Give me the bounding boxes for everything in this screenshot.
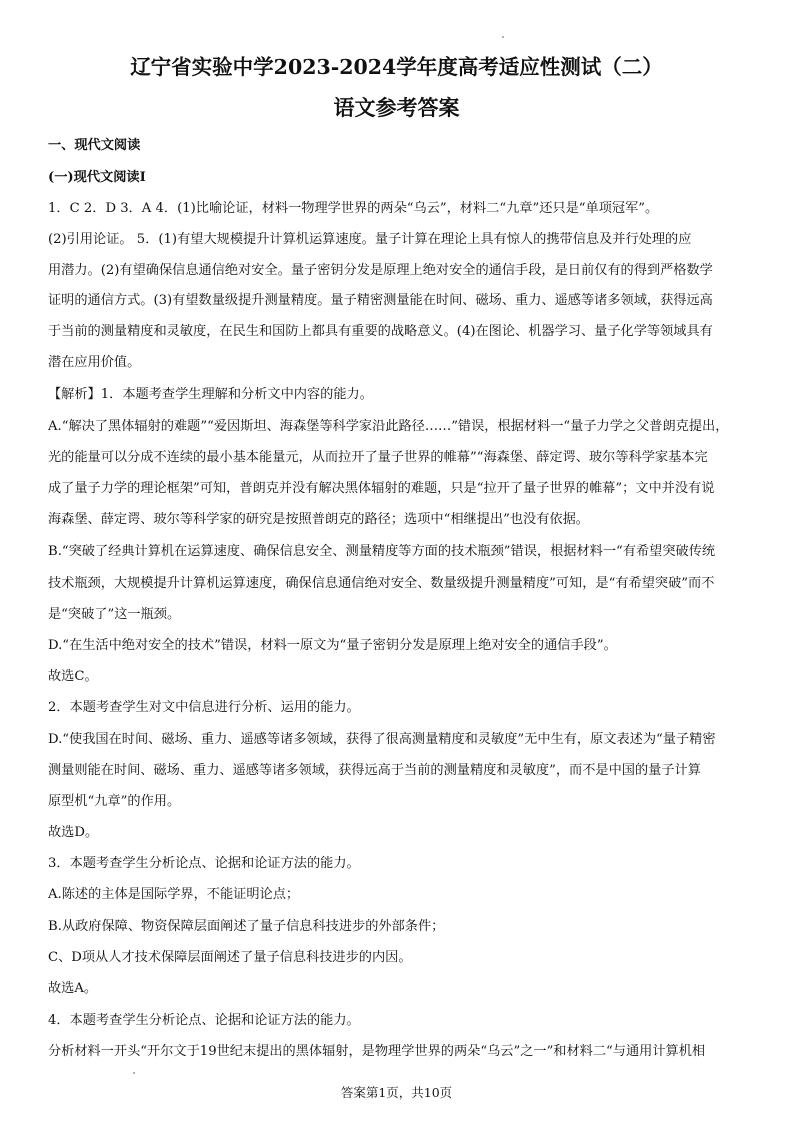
text-line: 测量则能在时间、磁场、重力、遥感等诸多领域，获得远高于当前的测量精度和灵敏度”，而不是中国的量子计算 (48, 763, 701, 778)
text-line: 分析材料一开头“开尔文于19世纪末提出的黑体辐射，是物理学世界的两朵“乌云”之一”和材料二“与通用计算机相 (48, 1044, 706, 1059)
scan-speck (502, 36, 504, 38)
text-line: 3．本题考查学生分析论点、论据和论证方法的能力。 (48, 856, 360, 871)
text-line: 原型机“九章”的作用。 (48, 794, 181, 809)
scan-speck (133, 1072, 135, 1074)
text-line: B.从政府保障、物资保障层面阐述了量子信息科技进步的外部条件； (48, 919, 445, 934)
page-title: 辽宁省实验中学2023-2024学年度高考适应性测试（二） (130, 55, 663, 79)
text-line: 成了量子力学的理论框架”可知，普朗克并没有解决黑体辐射的难题，只是“拉开了量子世界的帷幕”；文中并没有说 (48, 481, 715, 496)
text-line: A.“解决了黑体辐射的难题”“爱因斯坦、海森堡等科学家沿此路径……”错误，根据材料一“量子力学之父普朗克提出， (48, 419, 729, 434)
page-footer: 答案第1页，共10页 (340, 1085, 453, 1100)
analysis-line: 【解析】1．本题考查学生理解和分析文中内容的能力。 (48, 387, 373, 402)
page-subtitle: 语文参考答案 (333, 95, 460, 120)
text-line: 4．本题考查学生分析论点、论据和论证方法的能力。 (48, 1013, 360, 1028)
section-heading: 一、现代文阅读 (48, 138, 141, 153)
text-line: (2)引用论证。 5．(1)有望大规模提升计算机运算速度。量子计算在理论上具有惊人的携带信息及并行处理的应 (48, 232, 692, 247)
text-line: 用潜力。(2)有望确保信息通信绝对安全。量子密钥分发是原理上绝对安全的通信手段，是日前仅有的得到严格数学 (48, 263, 713, 278)
text-line: 海森堡、薛定谔、玻尔等科学家的研究是按照普朗克的路径；选项中“相继提出”也没有依据。 (48, 512, 589, 527)
text-line: B.“突破了经典计算机在运算速度、确保信息安全、测量精度等方面的技术瓶颈”错误，根据材料一“有希望突破传统 (48, 544, 716, 559)
text-line: 2．本题考查学生对文中信息进行分析、运用的能力。 (48, 700, 360, 715)
text-line: 光的能量可以分成不连续的最小基本能量元，从而拉开了量子世界的帷幕”“海森堡、薛定谔、玻尔等科学家基本完 (48, 450, 708, 465)
text-line: 1．C 2．D 3．A 4．(1)比喻论证，材料一物理学世界的两朵“乌云”，材料二“九章”还只是“单项冠军”。 (48, 201, 659, 216)
text-line: 于当前的测量精度和灵敏度，在民生和国防上都具有重要的战略意义。(4)在图论、机器学习、量子化学等领域具有 (48, 324, 713, 339)
text-line: 是“突破了”这一瓶颈。 (48, 607, 181, 622)
text-line: 故选A。 (48, 981, 98, 996)
text-line: 潜在应用价值。 (48, 355, 141, 370)
text-line: 故选C。 (48, 669, 98, 684)
text-line: 故选D。 (48, 825, 99, 840)
text-line: D.“在生活中绝对安全的技术”错误，材料一原文为“量子密钥分发是原理上绝对安全的通信手段”。 (48, 638, 617, 653)
text-line: A.陈述的主体是国际学界，不能证明论点； (48, 887, 300, 902)
text-line: 技术瓶颈，大规模提升计算机运算速度，确保信息通信绝对安全、数量级提升测量精度”可知，是“有希望突破”而不 (48, 576, 715, 591)
text-line: C、D项从人才技术保障层面阐述了量子信息科技进步的内因。 (48, 950, 412, 965)
text-line: 证明的通信方式。(3)有望数量级提升测量精度。量子精密测量能在时间、磁场、重力、遥感等诸多领域，获得远高 (48, 293, 713, 308)
text-line: D.“使我国在时间、磁场、重力、遥感等诸多领域，获得了很高测量精度和灵敏度”无中生有，原文表述为“量子精密 (48, 732, 716, 747)
subsection-heading: (一)现代文阅读Ⅰ (48, 170, 146, 185)
